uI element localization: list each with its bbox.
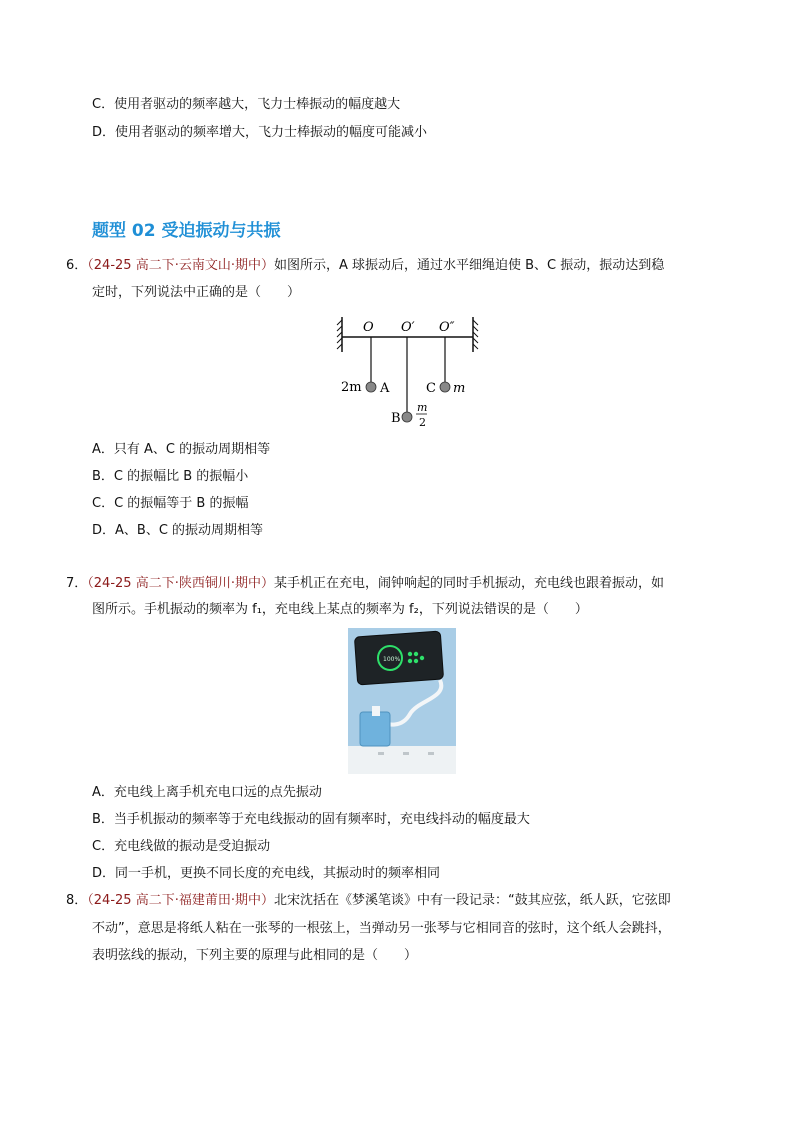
- q6-text-1: 如图所示，A 球振动后，通过水平细绳迫使 B、C 振动，振动达到稳: [273, 258, 665, 273]
- label-a-mass: 2m: [341, 380, 362, 395]
- q7-number: 7．: [66, 576, 88, 591]
- q7-text-1: 某手机正在充电，闹钟响起的同时手机振动，充电线也跟着振动，如: [273, 576, 664, 591]
- q8-text-3: 表明弦线的振动，下列主要的原理与此相同的是（ ）: [92, 948, 418, 963]
- option-c-previous: C．使用者驱动的频率越大，飞力士棒振动的幅度越大: [92, 97, 401, 112]
- section-title: 题型 02 受迫振动与共振: [92, 221, 281, 241]
- q8-text-2: 不动”，意思是将纸人粘在一张琴的一根弦上，当弹动另一张琴与它相同音的弦时，这个纸人会跳抖，: [92, 921, 671, 936]
- ball-b: [402, 412, 412, 422]
- q7-option-a: A．充电线上离手机充电口远的点先振动: [92, 785, 322, 800]
- label-c-mass: m: [453, 381, 466, 396]
- q7-option-d: D．同一手机，更换不同长度的充电线，其振动时的频率相同: [92, 866, 441, 881]
- q6-line1: [66, 257, 664, 275]
- q8-line1: [66, 892, 671, 910]
- q7-option-b: B．当手机振动的频率等于充电线振动的固有频率时，充电线抖动的幅度最大: [92, 812, 530, 827]
- option-d-previous: D．使用者驱动的频率增大，飞力士棒振动的幅度可能减小: [92, 125, 428, 140]
- ball-c: [440, 382, 450, 392]
- label-b: B: [391, 411, 401, 426]
- q6-number: 6．: [66, 258, 88, 273]
- q6-option-a: A．只有 A、C 的振动周期相等: [92, 442, 271, 457]
- ball-a: [366, 382, 376, 392]
- q7-option-c: C．充电线做的振动是受迫振动: [92, 839, 271, 854]
- q8-text-1: 北宋沈括在《梦溪笔谈》中有一段记录：“鼓其应弦，纸人跃，它弦即: [273, 893, 671, 908]
- q7-source: （24-25 高二下·陕西铜川·期中）: [87, 576, 274, 591]
- q7-text-2: 图所示。手机振动的频率为 f₁，充电线上某点的频率为 f₂，下列说法错误的是（ ）: [92, 602, 588, 617]
- label-b-numerator: m: [417, 401, 428, 414]
- svg-text:100%: 100%: [383, 656, 401, 663]
- label-b-denominator: 2: [419, 416, 426, 429]
- label-c: C: [426, 381, 436, 396]
- q6-text-2: 定时，下列说法中正确的是（ ）: [92, 285, 301, 300]
- pendulum-figure: [335, 312, 485, 430]
- q6-option-b: B．C 的振幅比 B 的振幅小: [92, 469, 249, 484]
- q8-number: 8．: [66, 893, 88, 908]
- label-a: A: [380, 381, 390, 396]
- label-o-double-prime: O″: [439, 320, 455, 335]
- phone-charging-photo: [348, 628, 456, 774]
- q6-option-d: D．A、B、C 的振动周期相等: [92, 523, 264, 538]
- q8-source: （24-25 高二下·福建莆田·期中）: [87, 893, 274, 908]
- label-o-prime: O′: [401, 320, 415, 335]
- q6-source: （24-25 高二下·云南文山·期中）: [87, 258, 274, 273]
- q6-option-c: C．C 的振幅等于 B 的振幅: [92, 496, 249, 511]
- q7-line1: [66, 575, 664, 593]
- label-o: O: [363, 320, 374, 335]
